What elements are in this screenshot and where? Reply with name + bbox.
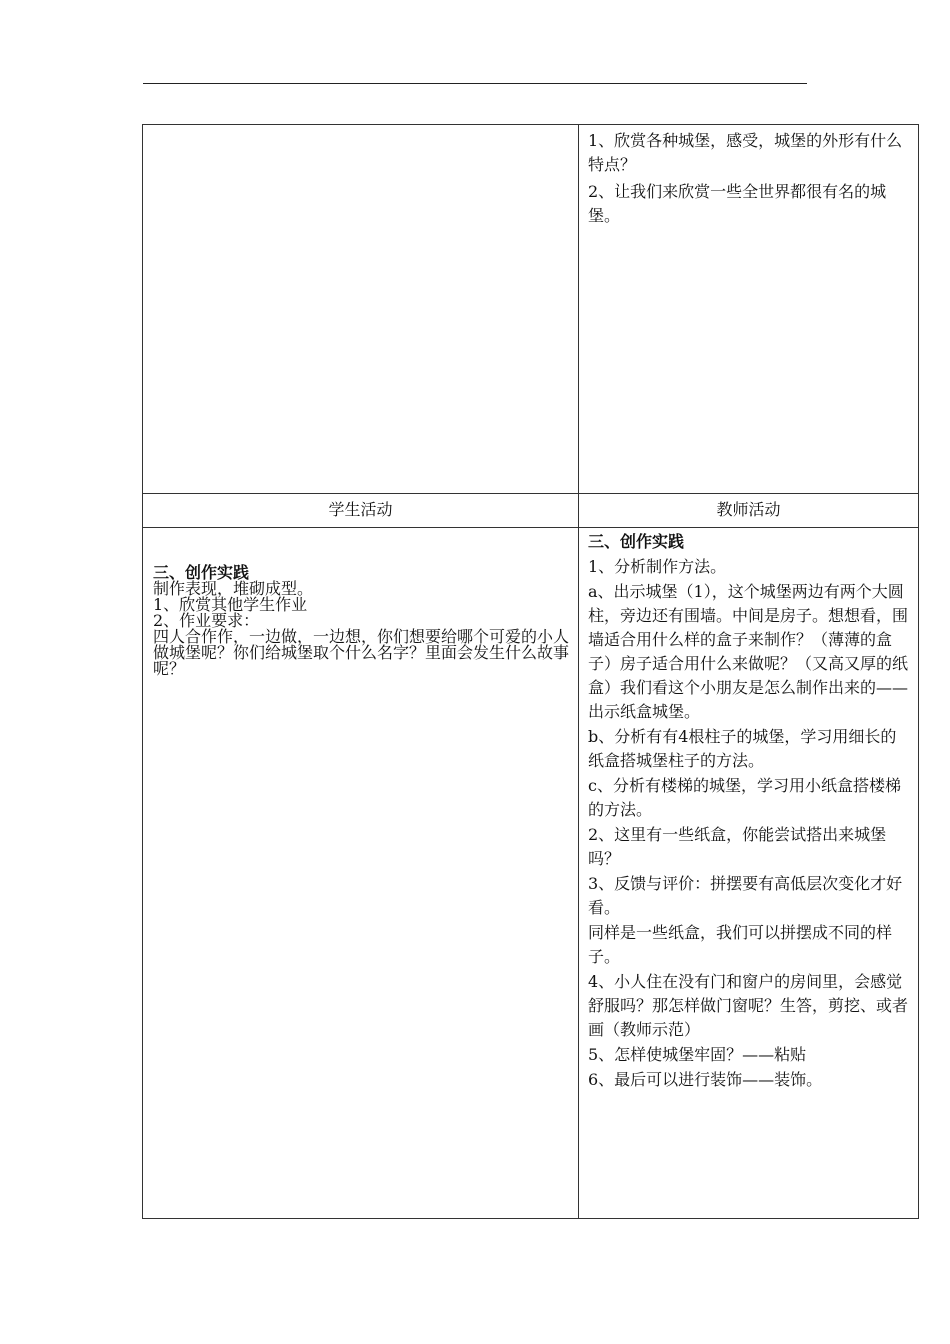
student-section-heading: 三、创作实践 [153, 563, 250, 582]
teacher-line: 4、小人住在没有门和窗户的房间里，会感觉舒服吗？那怎样做门窗呢？生答，剪挖、或者画（教师示范） [588, 972, 909, 1039]
teacher-line: c、分析有楼梯的城堡，学习用小纸盒搭楼梯的方法。 [588, 776, 901, 819]
teacher-section-heading: 三、创作实践 [588, 532, 685, 551]
column-divider [578, 125, 579, 1218]
header-rule [143, 83, 807, 84]
teacher-line: 1、分析制作方法。 [588, 557, 727, 576]
teacher-activity-cell [580, 530, 918, 1093]
teacher-line: a、出示城堡（1），这个城堡两边有两个大圆柱，旁边还有围墙。中间是房子。想想看，围墙适合用什么样的盒子来制作？（薄薄的盒子）房子适合用什么来做呢？（又高又厚的纸盒）我们看这个小朋友是怎么制作出来的——出示纸盒城堡。 [588, 582, 909, 721]
student-activity-cell [143, 565, 577, 677]
row-divider-2 [143, 527, 918, 528]
teacher-line: 同样是一些纸盒，我们可以拼摆成不同的样子。 [588, 923, 893, 966]
teacher-line: 2、这里有一些纸盒，你能尝试搭出来城堡吗？ [588, 825, 887, 868]
student-activity-header: 学生活动 [328, 500, 393, 519]
teacher-line: b、分析有有4根柱子的城堡，学习用细长的纸盒搭城堡柱子的方法。 [588, 727, 897, 770]
student-line: 2、作业要求： [153, 611, 260, 630]
top-right-cell [580, 125, 918, 231]
teacher-activity-header: 教师活动 [716, 500, 781, 519]
top-right-line: 1、欣赏各种城堡，感受，城堡的外形有什么特点？ [588, 131, 903, 174]
top-right-line: 2、让我们来欣赏一些全世界都很有名的城堡。 [588, 182, 887, 225]
teacher-line: 6、最后可以进行装饰——装饰。 [588, 1070, 823, 1089]
student-line: 1、欣赏其他学生作业 [153, 595, 308, 614]
lesson-table [142, 124, 919, 1219]
student-line: 四人合作作，一边做，一边想，你们想要给哪个可爱的小人做城堡呢？你们给城堡取个什么名字？里面会发生什么故事呢？ [153, 627, 570, 678]
teacher-line: 5、怎样使城堡牢固？——粘贴 [588, 1045, 807, 1064]
student-line: 制作表现，堆砌成型。 [153, 579, 314, 598]
teacher-line: 3、反馈与评价：拼摆要有高低层次变化才好看。 [588, 874, 903, 917]
